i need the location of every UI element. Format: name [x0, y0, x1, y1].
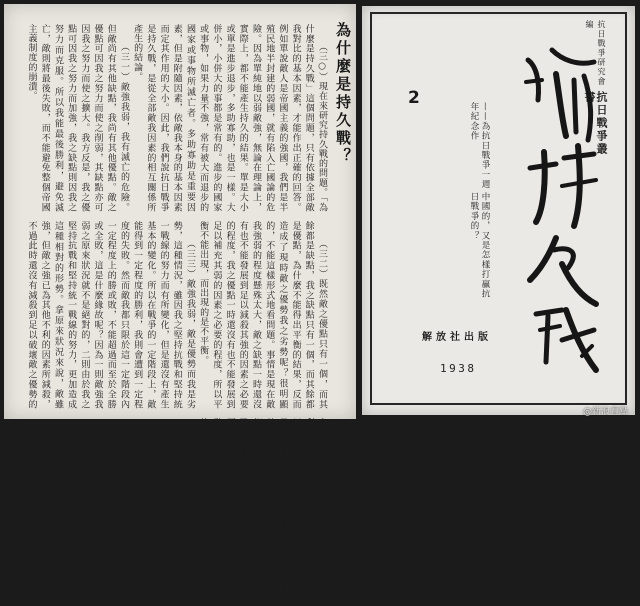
calligraphy-title: [522, 40, 602, 380]
paragraph: （三三）敵強我弱，敵是優勢而我是劣勢，這種情況，雖因我之堅持抗戰和堅持統一戰線的努力而有所變化，但是還沒有產生基本的變化。所以在戰爭的一定階段上，敵能得到一定程度的勝利，我則會遭到一定程度的失敗。然而敵我都只限於這一定階段內一定程度上的勝或敗，不能超過而至於全勝或全敗，這是什麼緣故呢？因為一則敵強我弱之原來狀況就不是絕對的，二則由於我之堅持抗戰和堅持統一戰線的努力，更加造成這種相對的形勢。拿原來狀況來說，敵雖強，但敵之強已為其他不利的因素所減殺，不過此時還沒有減殺到足以破壞敵之優勢的必要的程度；我雖弱，但我之弱已為其他有利的因素所補充，不過此時還沒有補充到足以改變我之劣勢的必要的程度。於是形成敵是相對的強，我是相對的弱；敵是相對的優勢，我是相對的劣勢。雙方的強弱優劣原來都不是絕對的，加以戰爭過程中我之堅持抗戰和堅持統一戰線的努力，更加變化了敵我原來強弱優劣的形勢，因而敵我只是在一定階段內有一定程度的勝或敗，造成了持久戰的局面。: [26, 221, 327, 606]
subtitle-block: [468, 102, 490, 302]
volume-number: 2: [408, 88, 420, 108]
publisher-name: 解放社出版: [422, 332, 492, 343]
left-page: [4, 4, 356, 606]
institute-name: 抗日戰爭研究會編: [585, 20, 606, 87]
body-text: [12, 24, 328, 606]
paragraph: （三一）敵強我弱，我有滅亡的危險。但敵尚有其他缺點，我尚有其他優點。敵之優點可因我之努力而使之削弱，其缺點亦可因我之努力而使之擴大。我方反是，我之優點可因我之努力而加強，我之缺點則因我之努力而克服。所以我能最後勝利，避免滅亡，敵則將最後失敗，而不能避免整個帝國主義制度的崩潰。: [26, 24, 129, 212]
book-cover: [362, 6, 635, 415]
series-title: 抗日戰爭叢書: [583, 91, 608, 157]
paragraph: （三○）現在來研究持久戰的問題。「為什麼是持久戰」這個問題，只有依據全部敵我對比的基本因素，才能作出正確的回答。例如單說敵人是帝國主義的強國，我們是半殖民地半封建的弱國，就有陷入亡國論的危險。因為單純地以弱敵強，無論在理論上，實際上，都不能產生持久的結果。單是大小或單是進步退步，多助寡助，也是一樣。大併小，小併大的事都是常有的。進步的國家或事物，如果力量不強，常有被大而退步的國家或事物所滅亡者。多助寡助是重要因素，但是附隨因素，依敵我本身的基本因素而定其作用的大小。因此，我們說抗日戰爭是持久戰，是從全部敵我因素的相互關係所產生的結論。: [132, 24, 327, 212]
subtitle-line: ——為抗日戰爭一週年紀念作: [469, 102, 490, 190]
watermark-text: @新浪看點: [582, 407, 628, 417]
publication-year: 1938: [440, 362, 477, 375]
subtitle-line: 中國的，又是怎樣打贏抗日戰爭的？: [469, 192, 490, 299]
section-heading: 為什麼是持久戰？: [334, 22, 352, 166]
paragraph: （三二）既然敵之優點只有一個，而其餘都是缺點，我之缺點只有一個，而其餘都是優點，為什麼不能得出平衡的結果，反而造成了現時敵之優勢我之劣勢呢？很明顯的，不能這樣形式地看問題。事情是現在敵我強弱的程度懸殊太大，敵之缺點一時還沒有也不能發展到足以減殺其強的因素之必要的程度，我之優點一時還沒有也不能發展到足以補充其弱的因素之必要的程度，所以平衡不能出現，而出現的是不平衡。: [198, 221, 327, 409]
